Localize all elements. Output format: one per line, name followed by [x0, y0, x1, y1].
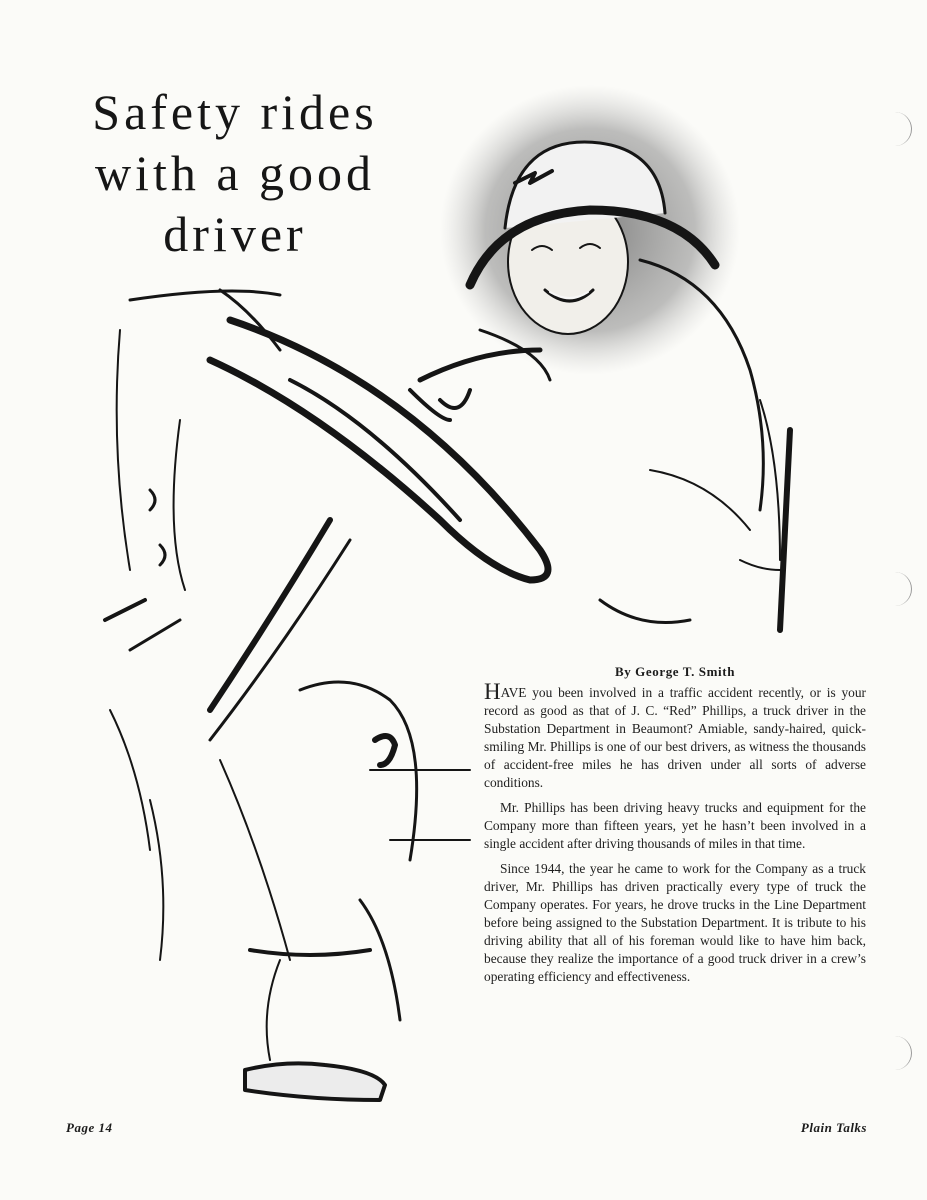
- article-headline: [80, 82, 390, 265]
- byline: By George T. Smith: [614, 664, 736, 679]
- article-body: [484, 679, 866, 993]
- article-paragraph-2: Mr. Phillips has been driving heavy trucks and equipment for the Company more than fifteen years, yet he hasn’t been involved in a single accident after driving thousands of miles in that time.: [484, 800, 866, 851]
- headline-line-3: driver: [163, 206, 307, 262]
- page-number: Page 14: [66, 1120, 113, 1135]
- drop-cap: H: [484, 679, 501, 704]
- paragraph-1-text: AVE you been involved in a traffic accident recently, or is your record as good as that of J. C. “Red” Phillips, a truck driver in the Substation Department in Beaumont? Amiable, sandy-haired, quick-smiling Mr. Phillips is one of our best drivers, as witness the thousands of accident-free miles he has driven under all sorts of adverse conditions.: [484, 685, 866, 790]
- headline-line-1: Safety rides: [92, 84, 378, 140]
- article-paragraph-1: [484, 679, 866, 792]
- headline-line-2: with a good: [94, 145, 376, 201]
- publication-name: Plain Talks: [800, 1120, 867, 1135]
- article-paragraph-3: Since 1944, the year he came to work for the Company as a truck driver, Mr. Phillips has driven practically every type of truck the Company operates. For years, he drove trucks in the Line Department before being assigned to the Substation Department. It is tribute to his driving ability that all of his foreman would like to have him back, because they realize the importance of a good truck driver in a crew’s operating efficiency and effectiveness.: [484, 861, 866, 984]
